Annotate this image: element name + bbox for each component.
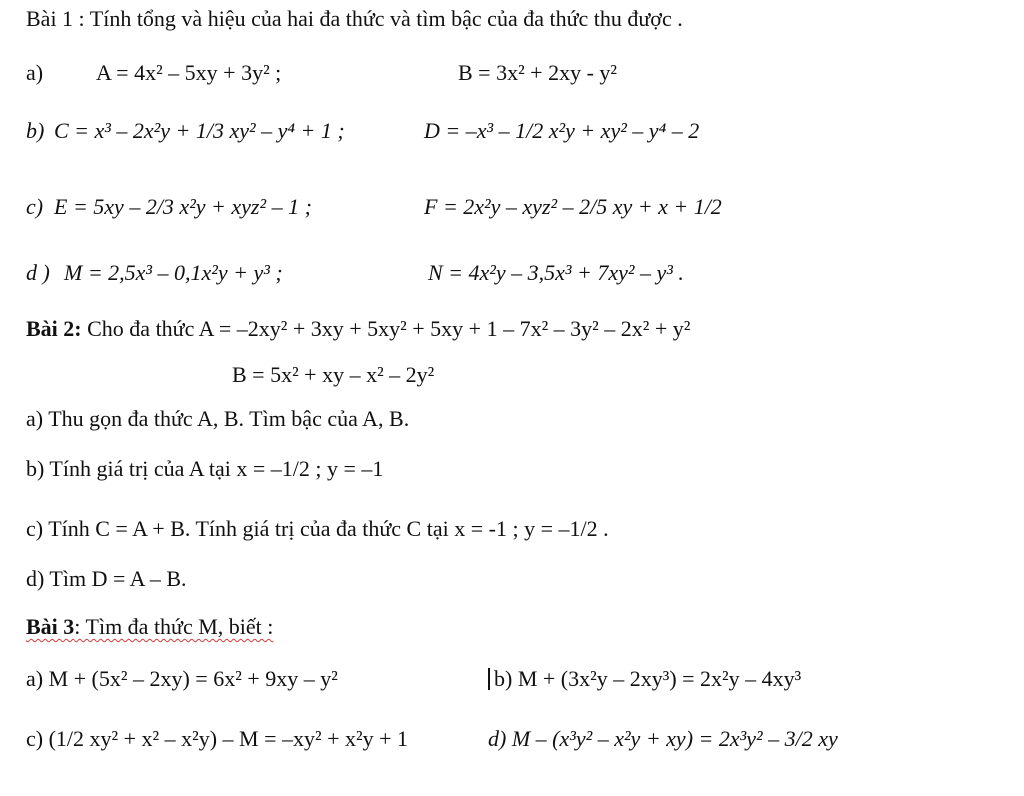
bai2-b xyxy=(26,458,383,480)
bai1-b-right: D = –x³ – 1/2 x²y + xy² – y⁴ – 2 xyxy=(424,118,700,143)
text-cursor xyxy=(488,668,490,690)
bai1-c-left: E = 5xy – 2/3 x²y + xyz² – 1 ; xyxy=(54,194,312,219)
bai2-c xyxy=(26,518,609,540)
bai1-a-label: a) xyxy=(26,60,44,85)
bai1-d-right: N = 4x²y – 3,5x³ + 7xy² – y³ . xyxy=(428,260,684,285)
bai2-line1 xyxy=(26,318,690,340)
bai1-a-left: A = 4x² – 5xy + 3y² ; xyxy=(96,60,282,85)
bai1-a-right: B = 3x² + 2xy - y² xyxy=(458,60,618,85)
bai2-polynomial-b: B = 5x² + xy – x² – 2y² xyxy=(232,362,435,387)
bai3-b-text: b) M + (3x²y – 2xy³) = 2x²y – 4xy³ xyxy=(494,666,802,691)
bai2-b-text: b) Tính giá trị của A tại xyxy=(26,456,231,481)
bai1-c-right: F = 2x²y – xyz² – 2/5 xy + x + 1/2 xyxy=(424,194,722,219)
bai1-b-left: C = x³ – 2x²y + 1/3 xy² – y⁴ + 1 ; xyxy=(54,118,345,143)
bai3-a: a) M + (5x² – 2xy) = 6x² + 9xy – y² xyxy=(26,666,338,691)
bai1-d-left: M = 2,5x³ – 0,1x²y + y³ ; xyxy=(64,260,283,285)
bai2-d: d) Tìm D = A – B. xyxy=(26,566,187,591)
bai1-title: Bài 1 : Tính tổng và hiệu của hai đa thức và tìm bậc của đa thức thu được . xyxy=(26,6,683,31)
bai3-line xyxy=(26,616,273,638)
bai1-d-label: d ) xyxy=(26,260,50,285)
bai3-b xyxy=(488,668,801,690)
bai2-title: Bài 2: xyxy=(26,316,82,341)
bai2-polynomial-a: A = –2xy² + 3xy + 5xy² + 5xy + 1 – 7x² – 3y² – 2x² + y² xyxy=(198,316,691,341)
bai3-d: d) M – (x³y² – x²y + xy) = 2x³y² – 3/2 xy xyxy=(488,726,838,751)
bai3-title: Bài 3 xyxy=(26,614,75,639)
bai2-c-text: c) Tính C = A + B. Tính giá trị của đa thức C tại xyxy=(26,516,449,541)
bai1-b-label: b) xyxy=(26,118,45,143)
bai2-intro: Cho đa thức xyxy=(87,316,195,341)
bai3-subtitle: : Tìm đa thức M, biết : xyxy=(74,614,274,639)
bai2-b-condition: x = –1/2 ; y = –1 xyxy=(236,456,384,481)
bai2-c-condition: x = -1 ; y = –1/2 . xyxy=(454,516,609,541)
bai2-a: a) Thu gọn đa thức A, B. Tìm bậc của A, B. xyxy=(26,406,410,431)
bai1-c-label: c) xyxy=(26,194,44,219)
bai3-c: c) (1/2 xy² + x² – x²y) – M = –xy² + x²y + 1 xyxy=(26,726,409,751)
